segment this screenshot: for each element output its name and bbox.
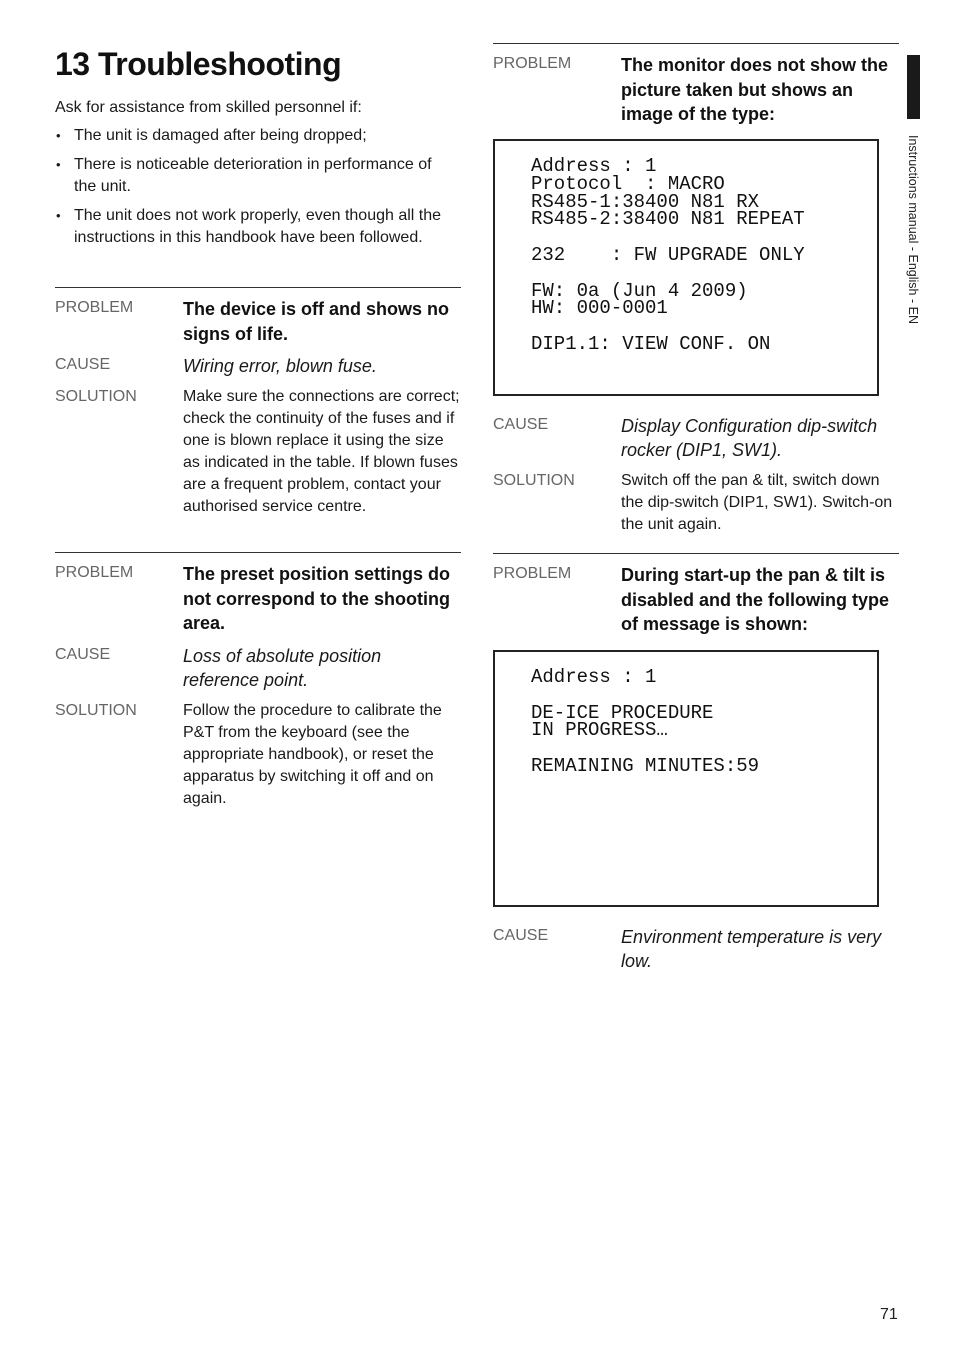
cause-text: Environment temperature is very low. [621, 927, 882, 971]
cause-text: Loss of absolute position reference point. [183, 645, 382, 690]
bullet-item: • There is noticeable deterioration in performance of the unit. [55, 154, 455, 198]
cause-label: CAUSE [55, 356, 111, 373]
solution-text: Switch off the pan & tilt, switch down the dip-switch (DIP1, SW1). Switch-on the unit again. [621, 472, 893, 533]
cause-label: CAUSE [493, 927, 549, 944]
bullet-item: • The unit does not work properly, even though all the instructions in this handbook have been followed. [55, 205, 455, 249]
solution-row [55, 386, 461, 518]
problem-label: PROBLEM [55, 564, 134, 581]
solution-label: SOLUTION [55, 388, 137, 405]
page-title: 13 Troubleshooting [55, 46, 342, 82]
monitor-screen-display: Address : 1 DE-ICE PROCEDURE IN PROGRESS… REMAINING MINUTES:59 [493, 650, 879, 907]
cause-text: Wiring error, blown fuse. [183, 356, 377, 376]
monitor-screen-display: Address : 1 Protocol : MACRO RS485-1:38400 N81 RX RS485-2:38400 N81 REPEAT 232 : FW UPGRADE ONLY FW: 0a (Jun 4 2009) HW: 000-0001 DIP1.1: VIEW CONF. ON [493, 139, 879, 396]
problem-row [55, 297, 461, 346]
solution-label: SOLUTION [493, 472, 575, 489]
cause-row [55, 354, 461, 378]
intro-section [55, 97, 455, 256]
cause-row [493, 414, 899, 462]
troubleshooting-entry-details [493, 414, 899, 544]
cause-label: CAUSE [55, 645, 111, 663]
problem-label: PROBLEM [55, 299, 134, 316]
troubleshooting-entry [493, 43, 899, 135]
problem-row [55, 562, 461, 636]
troubleshooting-entry [55, 552, 461, 818]
intro-lead: Ask for assistance from skilled personnel if: [55, 99, 362, 116]
troubleshooting-entry [493, 553, 899, 645]
cause-text: Display Configuration dip-switch rocker (DIP1, SW1). [621, 416, 878, 460]
cause-row [55, 644, 461, 692]
solution-row [55, 700, 461, 810]
solution-label: SOLUTION [55, 701, 137, 719]
intro-bullet-list [55, 125, 455, 249]
solution-text: Make sure the connections are correct; check the continuity of the fuses and if one is blown replace it using the size as indicated in the table. If blown fuses are a frequent problem, contact your authorised service centre. [183, 388, 460, 515]
problem-label: PROBLEM [493, 55, 572, 72]
manual-side-label: Instructions manual - English - EN [906, 135, 920, 324]
troubleshooting-entry-details [493, 925, 899, 981]
problem-text: The device is off and shows no signs of life. [183, 299, 450, 344]
problem-text: The monitor does not show the picture taken but shows an image of the type: [621, 55, 888, 124]
solution-text: Follow the procedure to calibrate the P&T from the keyboard (see the appropriate handbook), or reset the apparatus by switching it off and on again. [183, 701, 442, 807]
cause-label: CAUSE [493, 416, 549, 433]
bullet-item: • The unit is damaged after being dropped; [55, 125, 455, 147]
problem-row [493, 53, 899, 127]
problem-label: PROBLEM [493, 565, 572, 582]
problem-row [493, 563, 899, 637]
page-number: 71 [880, 1306, 898, 1323]
cause-row [493, 925, 899, 973]
problem-text: The preset position settings do not correspond to the shooting area. [183, 564, 451, 633]
section-marker-bar [907, 55, 920, 119]
problem-text: During start-up the pan & tilt is disabled and the following type of message is shown: [621, 565, 890, 634]
troubleshooting-entry [55, 287, 461, 526]
solution-row [493, 470, 899, 536]
